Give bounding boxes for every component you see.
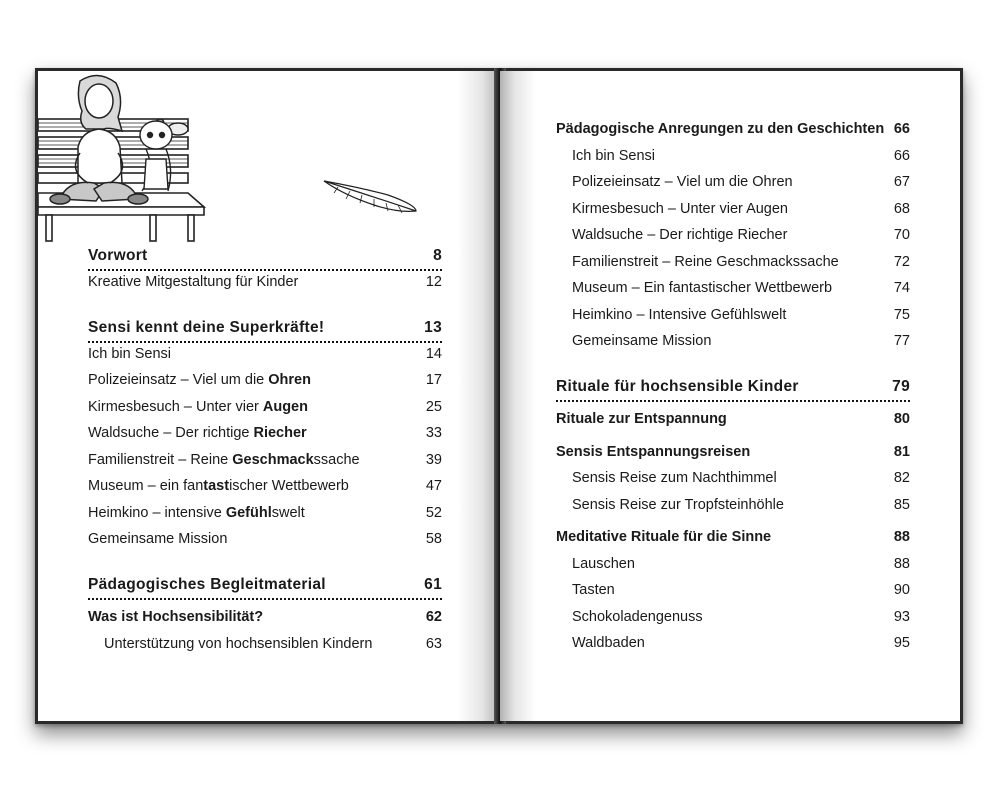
toc-entry [556, 444, 910, 464]
right-table-of-contents [556, 71, 910, 721]
toc-entry-title: Sensi kennt deine Superkräfte! [88, 319, 325, 336]
toc-entry-title [88, 531, 227, 547]
toc-entry [556, 121, 910, 141]
toc-entry [556, 201, 910, 221]
toc-page-number: 14 [425, 346, 442, 362]
toc-entry-title [88, 346, 171, 362]
toc-page-number: 8 [433, 247, 442, 264]
toc-entry-title [88, 452, 360, 468]
title-segment: Polizeieinsatz – Viel um die [88, 372, 269, 388]
sense-highlight: Augen [262, 399, 308, 415]
toc-entry [88, 636, 442, 656]
toc-entry-title: Lauschen [572, 556, 635, 572]
toc-page-number: 95 [893, 635, 910, 651]
toc-entry [88, 247, 442, 267]
toc-entry [88, 505, 442, 525]
title-segment: swelt [271, 505, 305, 521]
toc-entry-title [88, 478, 349, 494]
toc-entry [556, 254, 910, 274]
toc-page-number: 93 [893, 609, 910, 625]
toc-entry [556, 529, 910, 549]
toc-page-number: 33 [425, 425, 442, 441]
toc-entry-title: Kirmesbesuch – Unter vier Augen [572, 201, 788, 217]
toc-entry [88, 319, 442, 339]
title-segment: ssache [313, 452, 360, 468]
left-page [38, 71, 498, 721]
toc-entry-title [88, 399, 308, 415]
toc-entry [556, 497, 910, 517]
toc-page-number: 67 [893, 174, 910, 190]
sense-highlight: Gefühl [225, 505, 272, 521]
toc-page-number: 85 [893, 497, 910, 513]
toc-page-number: 75 [893, 307, 910, 323]
toc-entry [556, 280, 910, 300]
sense-highlight: Riecher [253, 425, 307, 441]
toc-page-number: 68 [893, 201, 910, 217]
title-segment: Ich bin Sensi [88, 346, 172, 362]
title-segment: Familienstreit – Reine [88, 452, 233, 468]
left-table-of-contents [88, 71, 442, 721]
toc-entry-title: Gemeinsame Mission [572, 333, 712, 349]
toc-entry [556, 556, 910, 576]
toc-entry-title: Museum – Ein fantastischer Wettbewerb [572, 280, 833, 296]
title-segment: Waldsuche – Der richtige [88, 425, 254, 441]
toc-page-number: 61 [424, 576, 442, 593]
sense-highlight: Ohren [268, 372, 311, 388]
toc-entry [556, 333, 910, 353]
title-segment: Kreative Mitgestaltung für Kinder [88, 274, 299, 290]
toc-entry-title: Sensis Reise zum Nachthimmel [572, 470, 777, 486]
toc-entry-title: Polizeieinsatz – Viel um die Ohren [572, 174, 793, 190]
toc-entry-title: Rituale für hochsensible Kinder [556, 378, 799, 395]
toc-entry-title: Meditative Rituale für die Sinne [556, 529, 772, 545]
toc-page-number: 79 [892, 378, 910, 395]
toc-entry-title: Waldsuche – Der richtige Riecher [572, 227, 788, 243]
toc-page-number: 39 [425, 452, 442, 468]
toc-entry-title: Rituale zur Entspannung [556, 411, 727, 427]
toc-page-number: 63 [425, 636, 442, 652]
title-segment: Kirmesbesuch – Unter vier [88, 399, 263, 415]
toc-page-number: 72 [893, 254, 910, 270]
sense-highlight: Geschmack [232, 452, 314, 468]
toc-entry-title: Ich bin Sensi [572, 148, 656, 164]
toc-page-number: 77 [893, 333, 910, 349]
toc-page-number: 70 [893, 227, 910, 243]
title-segment: ischer Wettbewerb [229, 478, 349, 494]
toc-entry-title: Waldbaden [572, 635, 645, 651]
toc-entry-title: Vorwort [88, 247, 148, 264]
toc-entry-title: Sensis Reise zur Tropfsteinhöhle [572, 497, 784, 513]
toc-page-number: 62 [425, 609, 442, 625]
toc-entry [556, 227, 910, 247]
toc-entry [556, 470, 910, 490]
toc-entry [88, 274, 442, 294]
toc-entry [556, 411, 910, 431]
toc-page-number: 88 [893, 556, 910, 572]
toc-entry [88, 609, 442, 629]
toc-entry-title: Pädagogisches Begleitmaterial [88, 576, 326, 593]
toc-page-number: 47 [425, 478, 442, 494]
toc-entry [88, 346, 442, 366]
toc-page-number: 58 [425, 531, 442, 547]
toc-entry [88, 425, 442, 445]
right-page [500, 71, 960, 721]
toc-page-number: 13 [424, 319, 442, 336]
toc-entry [88, 478, 442, 498]
toc-entry-title [88, 372, 311, 388]
toc-entry-title [88, 425, 307, 441]
toc-entry-title: Familienstreit – Reine Geschmackssache [572, 254, 839, 270]
toc-entry [88, 576, 442, 596]
toc-entry [556, 609, 910, 629]
toc-page-number: 52 [425, 505, 442, 521]
toc-page-number: 82 [893, 470, 910, 486]
toc-entry-title [88, 505, 305, 521]
toc-entry [556, 148, 910, 168]
toc-entry-title: Pädagogische Anregungen zu den Geschichten [556, 121, 885, 137]
open-book [35, 68, 963, 724]
toc-page-number: 25 [425, 399, 442, 415]
toc-entry [556, 174, 910, 194]
toc-page-number: 74 [893, 280, 910, 296]
toc-entry-title [88, 274, 298, 290]
title-segment: Gemeinsame Mission [88, 531, 228, 547]
toc-entry [88, 399, 442, 419]
toc-entry [88, 531, 442, 551]
sense-highlight: tast [203, 478, 230, 494]
toc-page-number: 88 [893, 529, 910, 545]
title-segment: Heimkino – intensive [88, 505, 226, 521]
toc-entry-title: Was ist Hochsensibilität? [88, 609, 264, 625]
toc-entry-title: Unterstützung von hochsensiblen Kindern [104, 636, 373, 652]
toc-page-number: 90 [893, 582, 910, 598]
toc-page-number: 12 [425, 274, 442, 290]
toc-entry-title: Sensis Entspannungsreisen [556, 444, 751, 460]
toc-entry-title: Heimkino – Intensive Gefühlswelt [572, 307, 787, 323]
title-segment: Museum – ein fan [88, 478, 204, 494]
toc-page-number: 17 [425, 372, 442, 388]
toc-entry [88, 452, 442, 472]
toc-entry-title: Schokoladengenuss [572, 609, 703, 625]
toc-page-number: 66 [893, 148, 910, 164]
toc-entry-title: Tasten [572, 582, 615, 598]
toc-page-number: 81 [893, 444, 910, 460]
toc-entry [556, 582, 910, 602]
toc-entry [556, 378, 910, 398]
toc-entry [556, 307, 910, 327]
toc-entry [88, 372, 442, 392]
toc-page-number: 66 [893, 121, 910, 137]
toc-page-number: 80 [893, 411, 910, 427]
toc-entry [556, 635, 910, 655]
